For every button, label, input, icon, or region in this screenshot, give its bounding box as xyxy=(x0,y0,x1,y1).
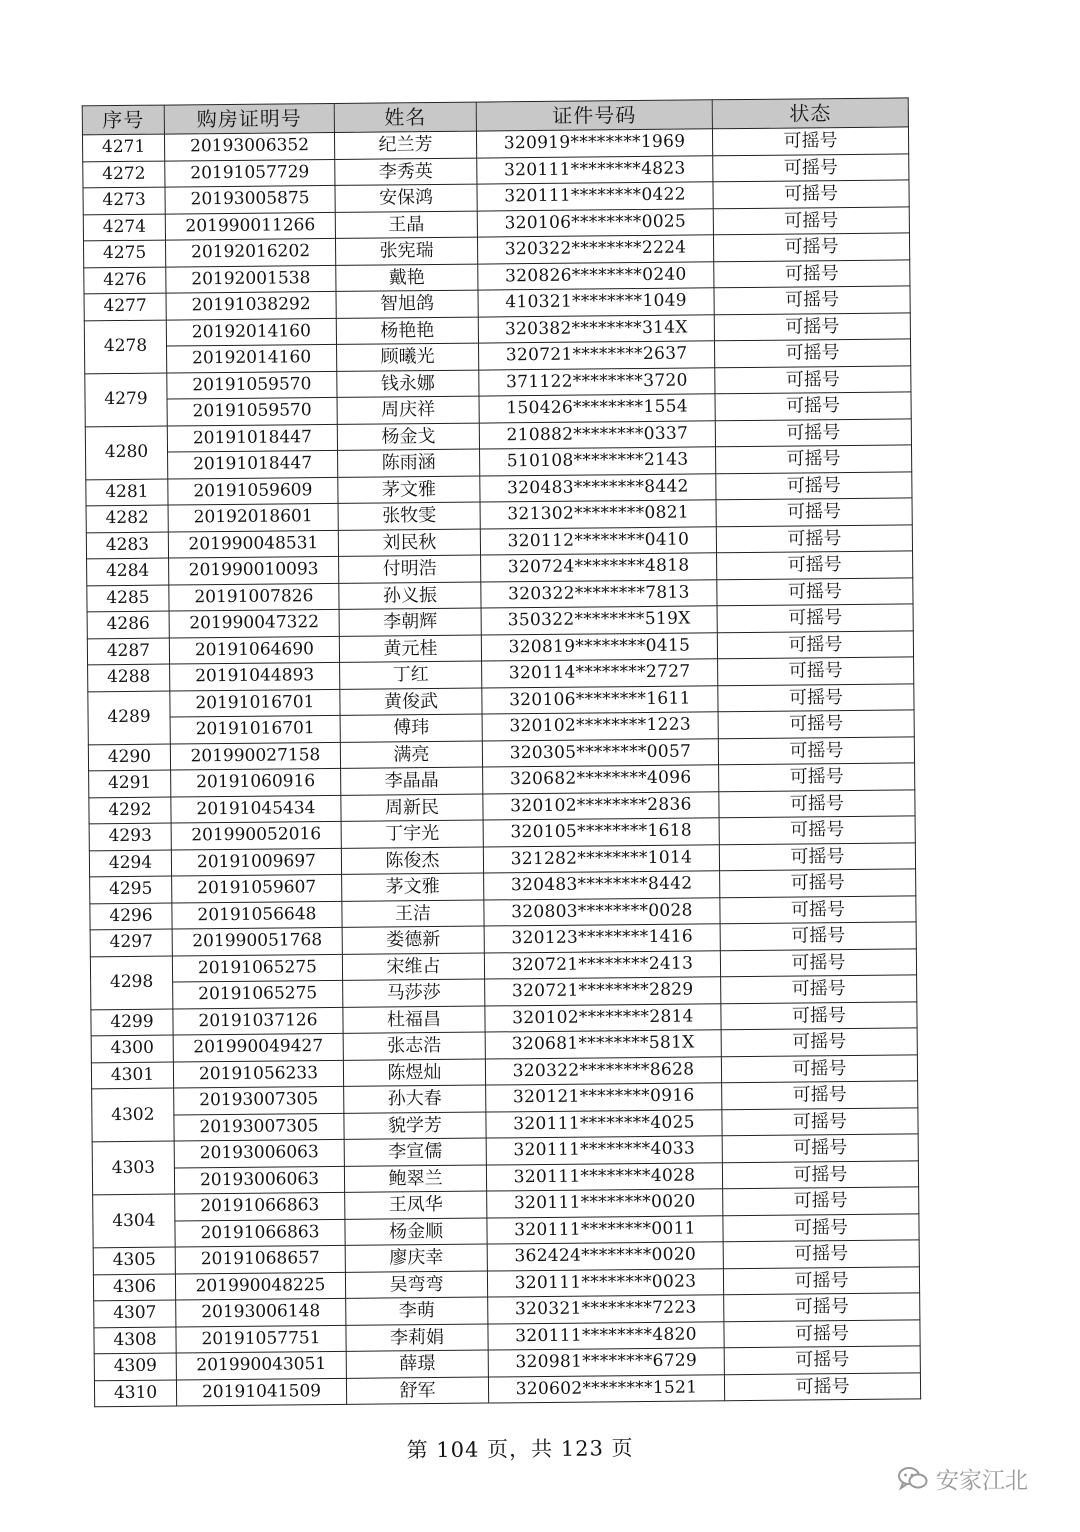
cell-status: 可摇号 xyxy=(715,365,911,393)
cell-id-no: 320721********2829 xyxy=(485,977,721,1006)
cell-status: 可摇号 xyxy=(716,445,912,473)
cell-name: 舒军 xyxy=(346,1377,488,1405)
cell-name: 丁宇光 xyxy=(341,820,483,848)
cell-seq: 4287 xyxy=(87,638,169,665)
cell-id-no: 320111********0020 xyxy=(487,1189,723,1218)
cell-id-no: 320102********2836 xyxy=(483,791,719,820)
cell-cert-no: 20191009697 xyxy=(171,848,341,876)
wechat-icon xyxy=(898,1466,928,1492)
cell-status: 可摇号 xyxy=(718,683,914,711)
cell-seq: 4279 xyxy=(85,373,168,427)
watermark-label: 安家江北 xyxy=(936,1468,1028,1494)
cell-cert-no: 20191059570 xyxy=(167,397,337,425)
cell-cert-no: 20191016701 xyxy=(170,689,340,717)
cell-name: 傅玮 xyxy=(340,714,482,742)
cell-cert-no: 20191059570 xyxy=(167,371,337,399)
cell-name: 丁红 xyxy=(340,661,482,689)
cell-id-no: 320919********1969 xyxy=(476,129,712,158)
cell-cert-no: 20191057751 xyxy=(176,1325,346,1353)
cell-status: 可摇号 xyxy=(724,1346,920,1374)
cell-id-no: 320111********4028 xyxy=(486,1162,722,1191)
cell-cert-no: 20191056648 xyxy=(172,901,342,929)
cell-id-no: 320819********0415 xyxy=(481,632,717,661)
cell-status: 可摇号 xyxy=(713,153,909,181)
cell-id-no: 320111********4033 xyxy=(486,1136,722,1165)
cell-status: 可摇号 xyxy=(717,630,913,658)
cell-name: 杨艳艳 xyxy=(336,317,478,345)
cell-cert-no: 201990051768 xyxy=(172,927,342,955)
cell-seq: 4308 xyxy=(94,1327,176,1354)
cell-name: 满亮 xyxy=(340,741,482,769)
header-id-no: 证件号码 xyxy=(476,100,712,131)
cell-seq: 4300 xyxy=(91,1035,173,1062)
cell-name: 陈雨涵 xyxy=(338,449,480,477)
cell-cert-no: 20191066863 xyxy=(175,1219,345,1247)
cell-name: 周新民 xyxy=(341,794,483,822)
cell-id-no: 320483********8442 xyxy=(480,473,716,502)
cell-id-no: 371122********3720 xyxy=(479,367,715,396)
cell-cert-no: 20193005875 xyxy=(165,185,335,213)
cell-status: 可摇号 xyxy=(718,657,914,685)
cell-id-no: 320483********8442 xyxy=(484,871,720,900)
cell-id-no: 320102********2814 xyxy=(485,1003,721,1032)
cell-cert-no: 20191007826 xyxy=(169,583,339,611)
cell-cert-no: 20192014160 xyxy=(166,318,336,346)
cell-status: 可摇号 xyxy=(720,895,916,923)
cell-status: 可摇号 xyxy=(714,259,910,287)
cell-cert-no: 20192001538 xyxy=(166,265,336,293)
cell-seq: 4277 xyxy=(84,293,166,320)
cell-id-no: 320382********314X xyxy=(478,314,714,343)
cell-status: 可摇号 xyxy=(717,577,913,605)
eligibility-table xyxy=(82,97,921,1407)
cell-cert-no: 20191045434 xyxy=(171,795,341,823)
cell-seq: 4304 xyxy=(93,1194,176,1248)
cell-seq: 4294 xyxy=(89,850,171,877)
cell-cert-no: 201990043051 xyxy=(176,1351,346,1379)
cell-seq: 4301 xyxy=(91,1062,173,1089)
cell-id-no: 320682********4096 xyxy=(483,765,719,794)
cell-seq: 4299 xyxy=(91,1009,173,1036)
cell-cert-no: 20191064690 xyxy=(169,636,339,664)
cell-seq: 4283 xyxy=(86,532,168,559)
cell-name: 张宪瑞 xyxy=(335,237,477,265)
cell-id-no: 150426********1554 xyxy=(479,394,715,423)
cell-seq: 4280 xyxy=(85,426,168,480)
cell-status: 可摇号 xyxy=(722,1160,918,1188)
cell-name: 纪兰芳 xyxy=(334,131,476,159)
cell-seq: 4306 xyxy=(93,1274,175,1301)
cell-cert-no: 20192014160 xyxy=(167,344,337,372)
cell-name: 吴弯弯 xyxy=(345,1271,487,1299)
cell-status: 可摇号 xyxy=(720,922,916,950)
cell-name: 陈煜灿 xyxy=(343,1059,485,1087)
cell-name: 鲍翠兰 xyxy=(344,1165,486,1193)
cell-status: 可摇号 xyxy=(724,1293,920,1321)
header-seq: 序号 xyxy=(82,105,164,135)
cell-status: 可摇号 xyxy=(719,789,915,817)
cell-name: 王凤华 xyxy=(345,1191,487,1219)
cell-seq: 4289 xyxy=(88,691,171,745)
cell-name: 娄德新 xyxy=(342,926,484,954)
cell-name: 貌学芳 xyxy=(344,1112,486,1140)
cell-status: 可摇号 xyxy=(724,1319,920,1347)
cell-status: 可摇号 xyxy=(718,736,914,764)
source-watermark xyxy=(898,1462,1028,1495)
cell-seq: 4295 xyxy=(90,876,172,903)
cell-name: 李朝辉 xyxy=(339,608,481,636)
cell-seq: 4272 xyxy=(83,161,165,188)
cell-cert-no: 20193007305 xyxy=(174,1086,344,1114)
cell-seq: 4307 xyxy=(94,1300,176,1327)
cell-id-no: 320724********4818 xyxy=(481,553,717,582)
cell-status: 可摇号 xyxy=(716,471,912,499)
cell-name: 张牧雯 xyxy=(338,502,480,530)
cell-name: 刘民秋 xyxy=(338,529,480,557)
cell-name: 李莉娟 xyxy=(346,1324,488,1352)
cell-seq: 4297 xyxy=(90,929,172,956)
cell-cert-no: 20191018447 xyxy=(168,450,338,478)
cell-status: 可摇号 xyxy=(724,1372,920,1400)
cell-status: 可摇号 xyxy=(714,339,910,367)
cell-status: 可摇号 xyxy=(713,233,909,261)
cell-name: 李宣儒 xyxy=(344,1138,486,1166)
cell-status: 可摇号 xyxy=(714,286,910,314)
cell-seq: 4285 xyxy=(87,585,169,612)
cell-id-no: 320681********581X xyxy=(485,1030,721,1059)
cell-id-no: 320305********0057 xyxy=(482,738,718,767)
cell-cert-no: 201990011266 xyxy=(165,212,335,240)
cell-status: 可摇号 xyxy=(720,948,916,976)
cell-seq: 4310 xyxy=(94,1380,176,1407)
cell-name: 黄元桂 xyxy=(339,635,481,663)
cell-id-no: 320105********1618 xyxy=(483,818,719,847)
cell-seq: 4273 xyxy=(83,187,165,214)
cell-id-no: 320111********4025 xyxy=(486,1109,722,1138)
cell-seq: 4298 xyxy=(90,956,173,1010)
cell-id-no: 320322********7813 xyxy=(481,579,717,608)
cell-seq: 4309 xyxy=(94,1353,176,1380)
cell-status: 可摇号 xyxy=(717,551,913,579)
cell-seq: 4281 xyxy=(86,479,168,506)
cell-seq: 4292 xyxy=(89,797,171,824)
cell-id-no: 320114********2727 xyxy=(482,659,718,688)
cell-id-no: 320102********1223 xyxy=(482,712,718,741)
cell-status: 可摇号 xyxy=(722,1107,918,1135)
cell-id-no: 210882********0337 xyxy=(479,420,715,449)
cell-id-no: 350322********519X xyxy=(481,606,717,635)
cell-cert-no: 20191065275 xyxy=(172,954,342,982)
cell-id-no: 320112********0410 xyxy=(480,526,716,555)
cell-status: 可摇号 xyxy=(722,1081,918,1109)
cell-cert-no: 201990027158 xyxy=(170,742,340,770)
cell-id-no: 320826********0240 xyxy=(478,261,714,290)
cell-cert-no: 20193006063 xyxy=(174,1166,344,1194)
cell-cert-no: 201990048531 xyxy=(168,530,338,558)
cell-id-no: 320111********4823 xyxy=(477,155,713,184)
cell-seq: 4303 xyxy=(92,1141,175,1195)
cell-name: 李晶晶 xyxy=(341,767,483,795)
cell-status: 可摇号 xyxy=(715,392,911,420)
cell-name: 孙大春 xyxy=(344,1085,486,1113)
cell-status: 可摇号 xyxy=(712,127,908,155)
cell-id-no: 320721********2637 xyxy=(478,341,714,370)
cell-status: 可摇号 xyxy=(716,524,912,552)
cell-cert-no: 20191056233 xyxy=(173,1060,343,1088)
cell-name: 王洁 xyxy=(342,900,484,928)
cell-status: 可摇号 xyxy=(721,1028,917,1056)
cell-name: 廖庆幸 xyxy=(345,1244,487,1272)
cell-name: 钱永娜 xyxy=(337,370,479,398)
cell-status: 可摇号 xyxy=(723,1187,919,1215)
cell-seq: 4276 xyxy=(84,267,166,294)
cell-name: 茅文雅 xyxy=(342,873,484,901)
cell-status: 可摇号 xyxy=(723,1266,919,1294)
cell-id-no: 362424********0020 xyxy=(487,1242,723,1271)
cell-name: 王晶 xyxy=(335,211,477,239)
header-name: 姓名 xyxy=(334,102,476,132)
table-body xyxy=(82,127,920,1407)
cell-cert-no: 20191068657 xyxy=(175,1245,345,1273)
cell-status: 可摇号 xyxy=(715,418,911,446)
cell-seq: 4302 xyxy=(92,1088,175,1142)
cell-cert-no: 201990047322 xyxy=(169,609,339,637)
cell-cert-no: 20193007305 xyxy=(174,1113,344,1141)
cell-name: 李萌 xyxy=(346,1297,488,1325)
cell-seq: 4271 xyxy=(82,134,164,161)
cell-name: 李秀英 xyxy=(335,158,477,186)
cell-seq: 4286 xyxy=(87,611,169,638)
cell-seq: 4282 xyxy=(86,505,168,532)
cell-cert-no: 20191016701 xyxy=(170,715,340,743)
cell-cert-no: 20192018601 xyxy=(168,503,338,531)
cell-cert-no: 20191018447 xyxy=(167,424,337,452)
cell-id-no: 320721********2413 xyxy=(484,950,720,979)
cell-status: 可摇号 xyxy=(723,1213,919,1241)
cell-seq: 4291 xyxy=(89,770,171,797)
cell-status: 可摇号 xyxy=(716,498,912,526)
cell-id-no: 510108********2143 xyxy=(480,447,716,476)
cell-cert-no: 20191038292 xyxy=(166,291,336,319)
cell-cert-no: 201990052016 xyxy=(171,821,341,849)
cell-name: 马莎莎 xyxy=(343,979,485,1007)
cell-id-no: 320123********1416 xyxy=(484,924,720,953)
cell-cert-no: 20193006063 xyxy=(174,1139,344,1167)
cell-id-no: 320106********0025 xyxy=(477,208,713,237)
header-status: 状态 xyxy=(712,98,908,129)
cell-id-no: 321302********0821 xyxy=(480,500,716,529)
cell-id-no: 320111********0011 xyxy=(487,1215,723,1244)
cell-name: 顾曦光 xyxy=(337,343,479,371)
cell-cert-no: 20191059607 xyxy=(172,874,342,902)
cell-id-no: 320106********1611 xyxy=(482,685,718,714)
cell-cert-no: 20191057729 xyxy=(165,159,335,187)
cell-id-no: 320981********6729 xyxy=(488,1348,724,1377)
cell-cert-no: 20192016202 xyxy=(165,238,335,266)
cell-seq: 4278 xyxy=(84,320,167,374)
cell-status: 可摇号 xyxy=(722,1134,918,1162)
cell-name: 孙义振 xyxy=(339,582,481,610)
cell-name: 宋维占 xyxy=(342,953,484,981)
cell-status: 可摇号 xyxy=(714,312,910,340)
cell-cert-no: 20193006352 xyxy=(164,132,334,160)
cell-cert-no: 201990049427 xyxy=(173,1033,343,1061)
cell-name: 付明浩 xyxy=(339,555,481,583)
cell-status: 可摇号 xyxy=(718,710,914,738)
cell-id-no: 320322********2224 xyxy=(477,235,713,264)
cell-status: 可摇号 xyxy=(719,763,915,791)
cell-cert-no: 20191066863 xyxy=(175,1192,345,1220)
cell-status: 可摇号 xyxy=(719,816,915,844)
cell-id-no: 320321********7223 xyxy=(488,1295,724,1324)
cell-name: 茅文雅 xyxy=(338,476,480,504)
cell-status: 可摇号 xyxy=(713,180,909,208)
cell-status: 可摇号 xyxy=(713,206,909,234)
page-number: 第 104 页，共 123 页 xyxy=(406,1436,634,1463)
cell-seq: 4284 xyxy=(87,558,169,585)
cell-name: 安保鸿 xyxy=(335,184,477,212)
cell-status: 可摇号 xyxy=(721,1054,917,1082)
cell-name: 张志浩 xyxy=(343,1032,485,1060)
cell-cert-no: 20191060916 xyxy=(171,768,341,796)
cell-cert-no: 20191059609 xyxy=(168,477,338,505)
cell-id-no: 320111********4820 xyxy=(488,1321,724,1350)
cell-name: 黄俊武 xyxy=(340,688,482,716)
cell-name: 陈俊杰 xyxy=(341,847,483,875)
cell-id-no: 320322********8628 xyxy=(485,1056,721,1085)
cell-cert-no: 20191044893 xyxy=(170,662,340,690)
cell-name: 杨金戈 xyxy=(337,423,479,451)
header-cert-no: 购房证明号 xyxy=(164,103,334,134)
cell-status: 可摇号 xyxy=(719,842,915,870)
cell-name: 薛璟 xyxy=(346,1350,488,1378)
cell-name: 戴艳 xyxy=(336,264,478,292)
cell-name: 周庆祥 xyxy=(337,396,479,424)
cell-cert-no: 201990010093 xyxy=(169,556,339,584)
cell-cert-no: 20193006148 xyxy=(176,1298,346,1326)
cell-id-no: 320121********0916 xyxy=(486,1083,722,1112)
cell-seq: 4274 xyxy=(83,214,165,241)
cell-cert-no: 201990048225 xyxy=(175,1272,345,1300)
cell-name: 杨金顺 xyxy=(345,1218,487,1246)
cell-id-no: 320111********0023 xyxy=(487,1268,723,1297)
cell-status: 可摇号 xyxy=(723,1240,919,1268)
cell-seq: 4305 xyxy=(93,1247,175,1274)
cell-cert-no: 20191065275 xyxy=(173,980,343,1008)
cell-status: 可摇号 xyxy=(720,869,916,897)
cell-id-no: 320602********1521 xyxy=(488,1374,724,1403)
cell-name: 杜福昌 xyxy=(343,1006,485,1034)
cell-cert-no: 20191041509 xyxy=(176,1378,346,1406)
cell-seq: 4296 xyxy=(90,903,172,930)
cell-seq: 4288 xyxy=(88,664,170,691)
cell-cert-no: 20191037126 xyxy=(173,1007,343,1035)
cell-id-no: 410321********1049 xyxy=(478,288,714,317)
cell-seq: 4290 xyxy=(88,744,170,771)
cell-status: 可摇号 xyxy=(721,975,917,1003)
cell-seq: 4275 xyxy=(83,240,165,267)
cell-id-no: 320803********0028 xyxy=(484,897,720,926)
cell-id-no: 320111********0422 xyxy=(477,182,713,211)
cell-id-no: 321282********1014 xyxy=(483,844,719,873)
cell-seq: 4293 xyxy=(89,823,171,850)
cell-name: 智旭鸽 xyxy=(336,290,478,318)
cell-status: 可摇号 xyxy=(721,1001,917,1029)
cell-status: 可摇号 xyxy=(717,604,913,632)
